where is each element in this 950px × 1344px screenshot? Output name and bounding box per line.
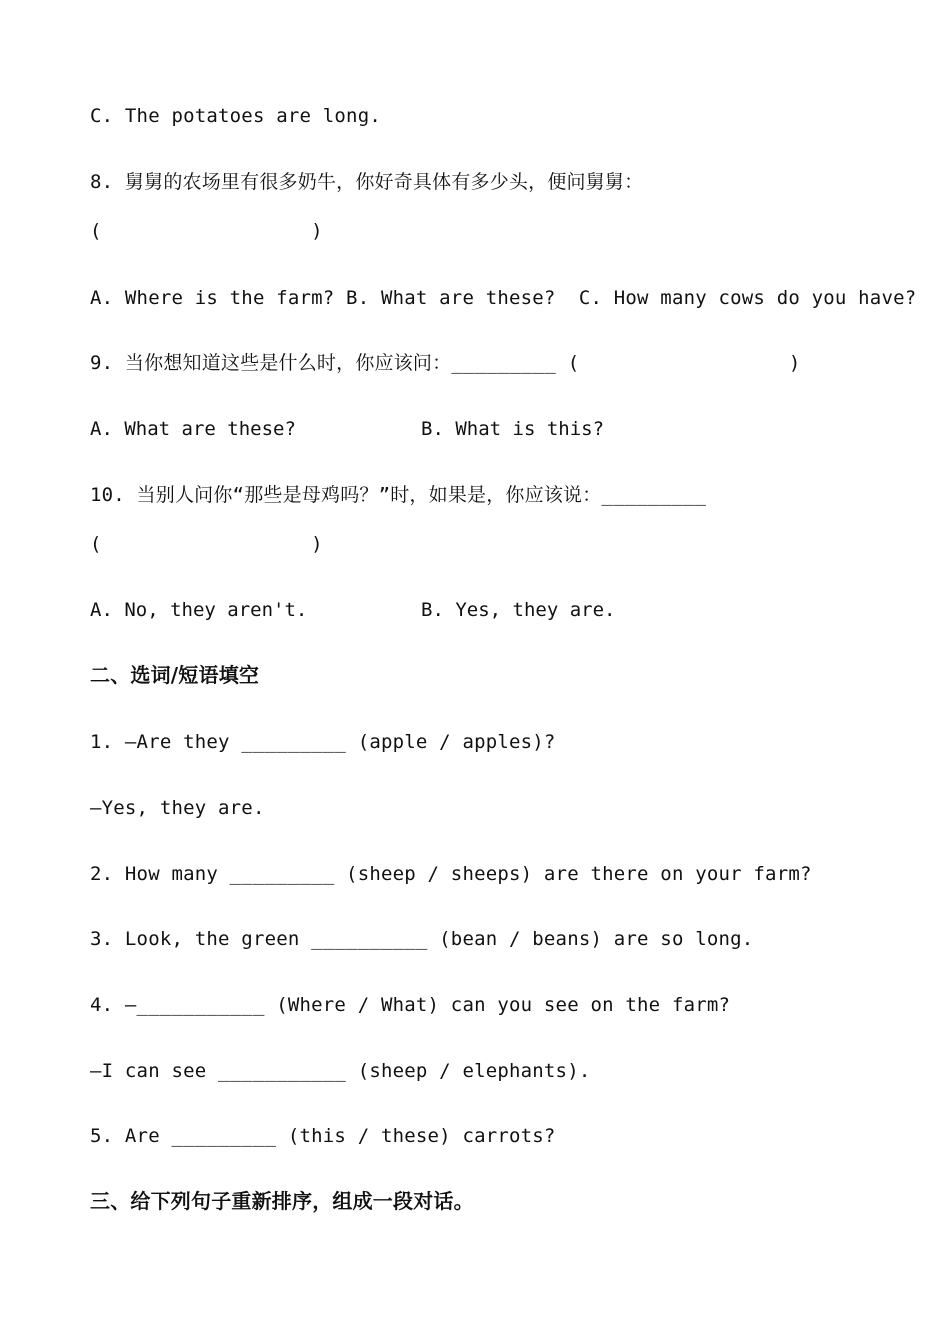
q10-prompt: 10. 当别人问你“那些是母鸡吗？”时，如果是，你应该说：_________ — [90, 484, 707, 506]
section2-title: 二、选词/短语填空 — [90, 663, 260, 687]
section2-item: 1. —Are they _________ (apple / apples)? — [90, 731, 556, 753]
q7-option-c: C. The potatoes are long. — [90, 105, 381, 127]
section2-item: —I can see ___________ (sheep / elephants). — [90, 1060, 591, 1082]
q10-answer-paren: ( ) — [90, 533, 323, 555]
q9-option-b: B. What is this? — [421, 418, 605, 440]
q9-option-a: A. What are these? — [90, 418, 296, 440]
q9-prompt: 9. 当你想知道这些是什么时，你应该问：_________ ( ) — [90, 352, 801, 374]
section3-title: 三、给下列句子重新排序，组成一段对话。 — [90, 1189, 474, 1213]
section2-item: 3. Look, the green __________ (bean / beans) are so long. — [90, 928, 754, 950]
section2-item: 5. Are _________ (this / these) carrots? — [90, 1125, 556, 1147]
q8-answer-paren: ( ) — [90, 220, 323, 242]
q10-option-b: B. Yes, they are. — [421, 599, 616, 621]
section2-item: 2. How many _________ (sheep / sheeps) are there on your farm? — [90, 863, 812, 885]
section2-item: —Yes, they are. — [90, 797, 265, 819]
section2-item: 4. —___________ (Where / What) can you see on the farm? — [90, 994, 731, 1016]
q8-prompt: 8. 舅舅的农场里有很多奶牛，你好奇具体有多少头，便问舅舅： — [90, 171, 644, 193]
q10-option-a: A. No, they aren't. — [90, 599, 308, 621]
q8-options: A. Where is the farm? B. What are these? C. How many cows do you have? — [90, 287, 917, 309]
